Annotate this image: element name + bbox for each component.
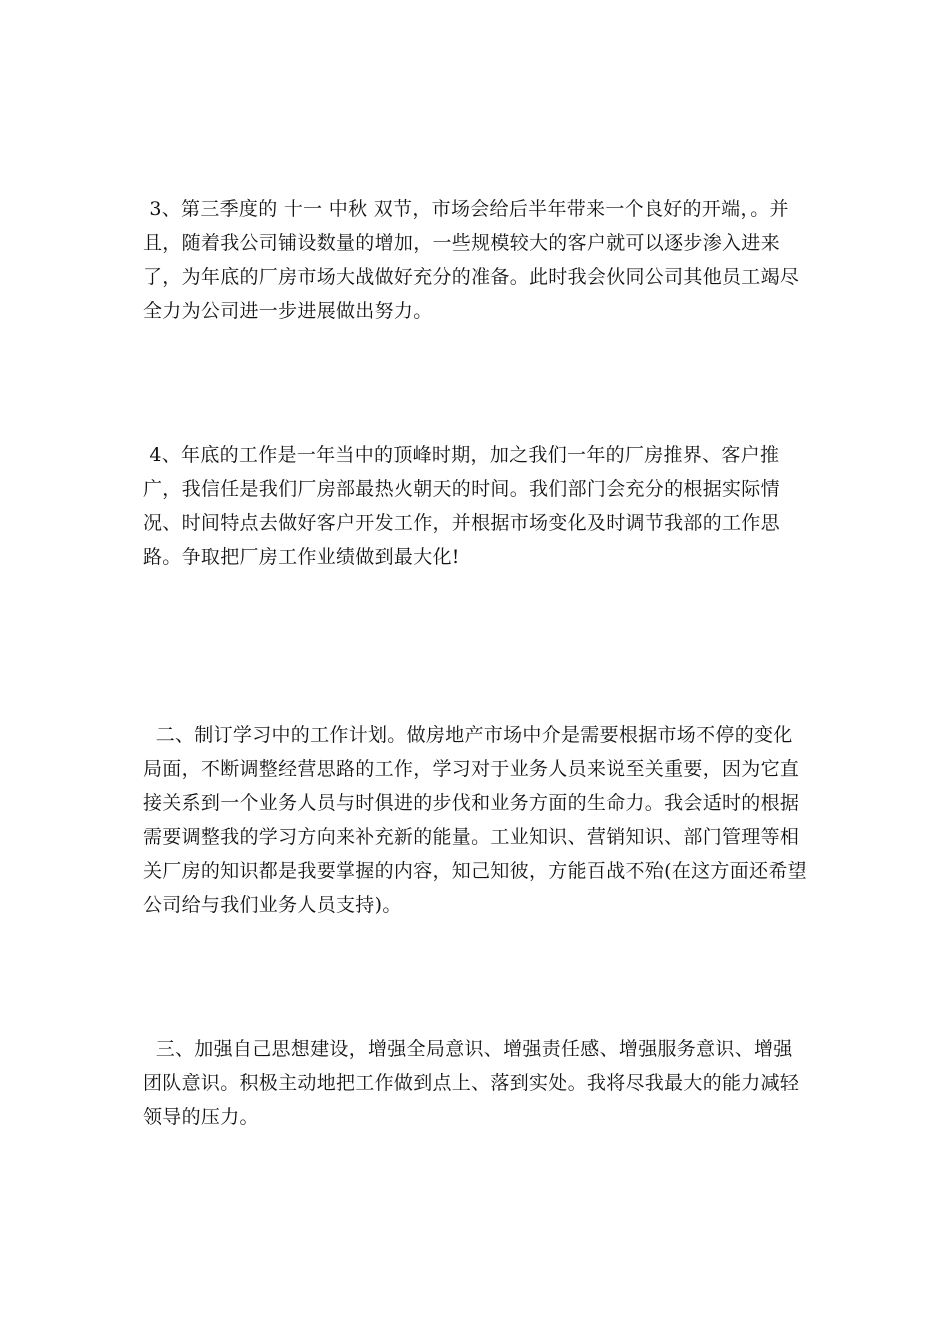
paragraph-study-plan: 二、制订学习中的工作计划。做房地产市场中介是需要根据市场不停的变化局面，不断调整经营思路的工作，学习对于业务人员来说至关重要，因为它直接关系到一个业务人员与时俱进的步伐和业务方面的生命力。我会适时的根据需要调整我的学习方向来补充新的能量。工业知识、营销知识、部门管理等相关厂房的知识都是我要掌握的内容，知己知彼，方能百战不殆(在这方面还希望公司给与我们业务人员支持)。 <box>143 724 807 916</box>
paragraph-q3-plan: 3、第三季度的 十一 中秋 双节，市场会给后半年带来一个良好的开端，。并且，随着我公司铺设数量的增加，一些规模较大的客户就可以逐步渗入进来了，为年底的厂房市场大战做好充分的准备。此时我会伙同公司其他员工竭尽全力为公司进一步进展做出努力。 <box>143 198 800 322</box>
paragraph-year-end-plan: 4、年底的工作是一年当中的顶峰时期，加之我们一年的厂房推界、客户推广，我信任是我们厂房部最热火朝天的时间。我们部门会充分的根据实际情况、时间特点去做好客户开发工作，并根据市场变化及时调节我部的工作思路。争取把厂房工作业绩做到最大化! <box>143 444 780 568</box>
paragraph-ideology-building: 三、加强自己思想建设，增强全局意识、增强责任感、增强服务意识、增强团队意识。积极主动地把工作做到点上、落到实处。我将尽我最大的能力减轻领导的压力。 <box>143 1038 800 1128</box>
